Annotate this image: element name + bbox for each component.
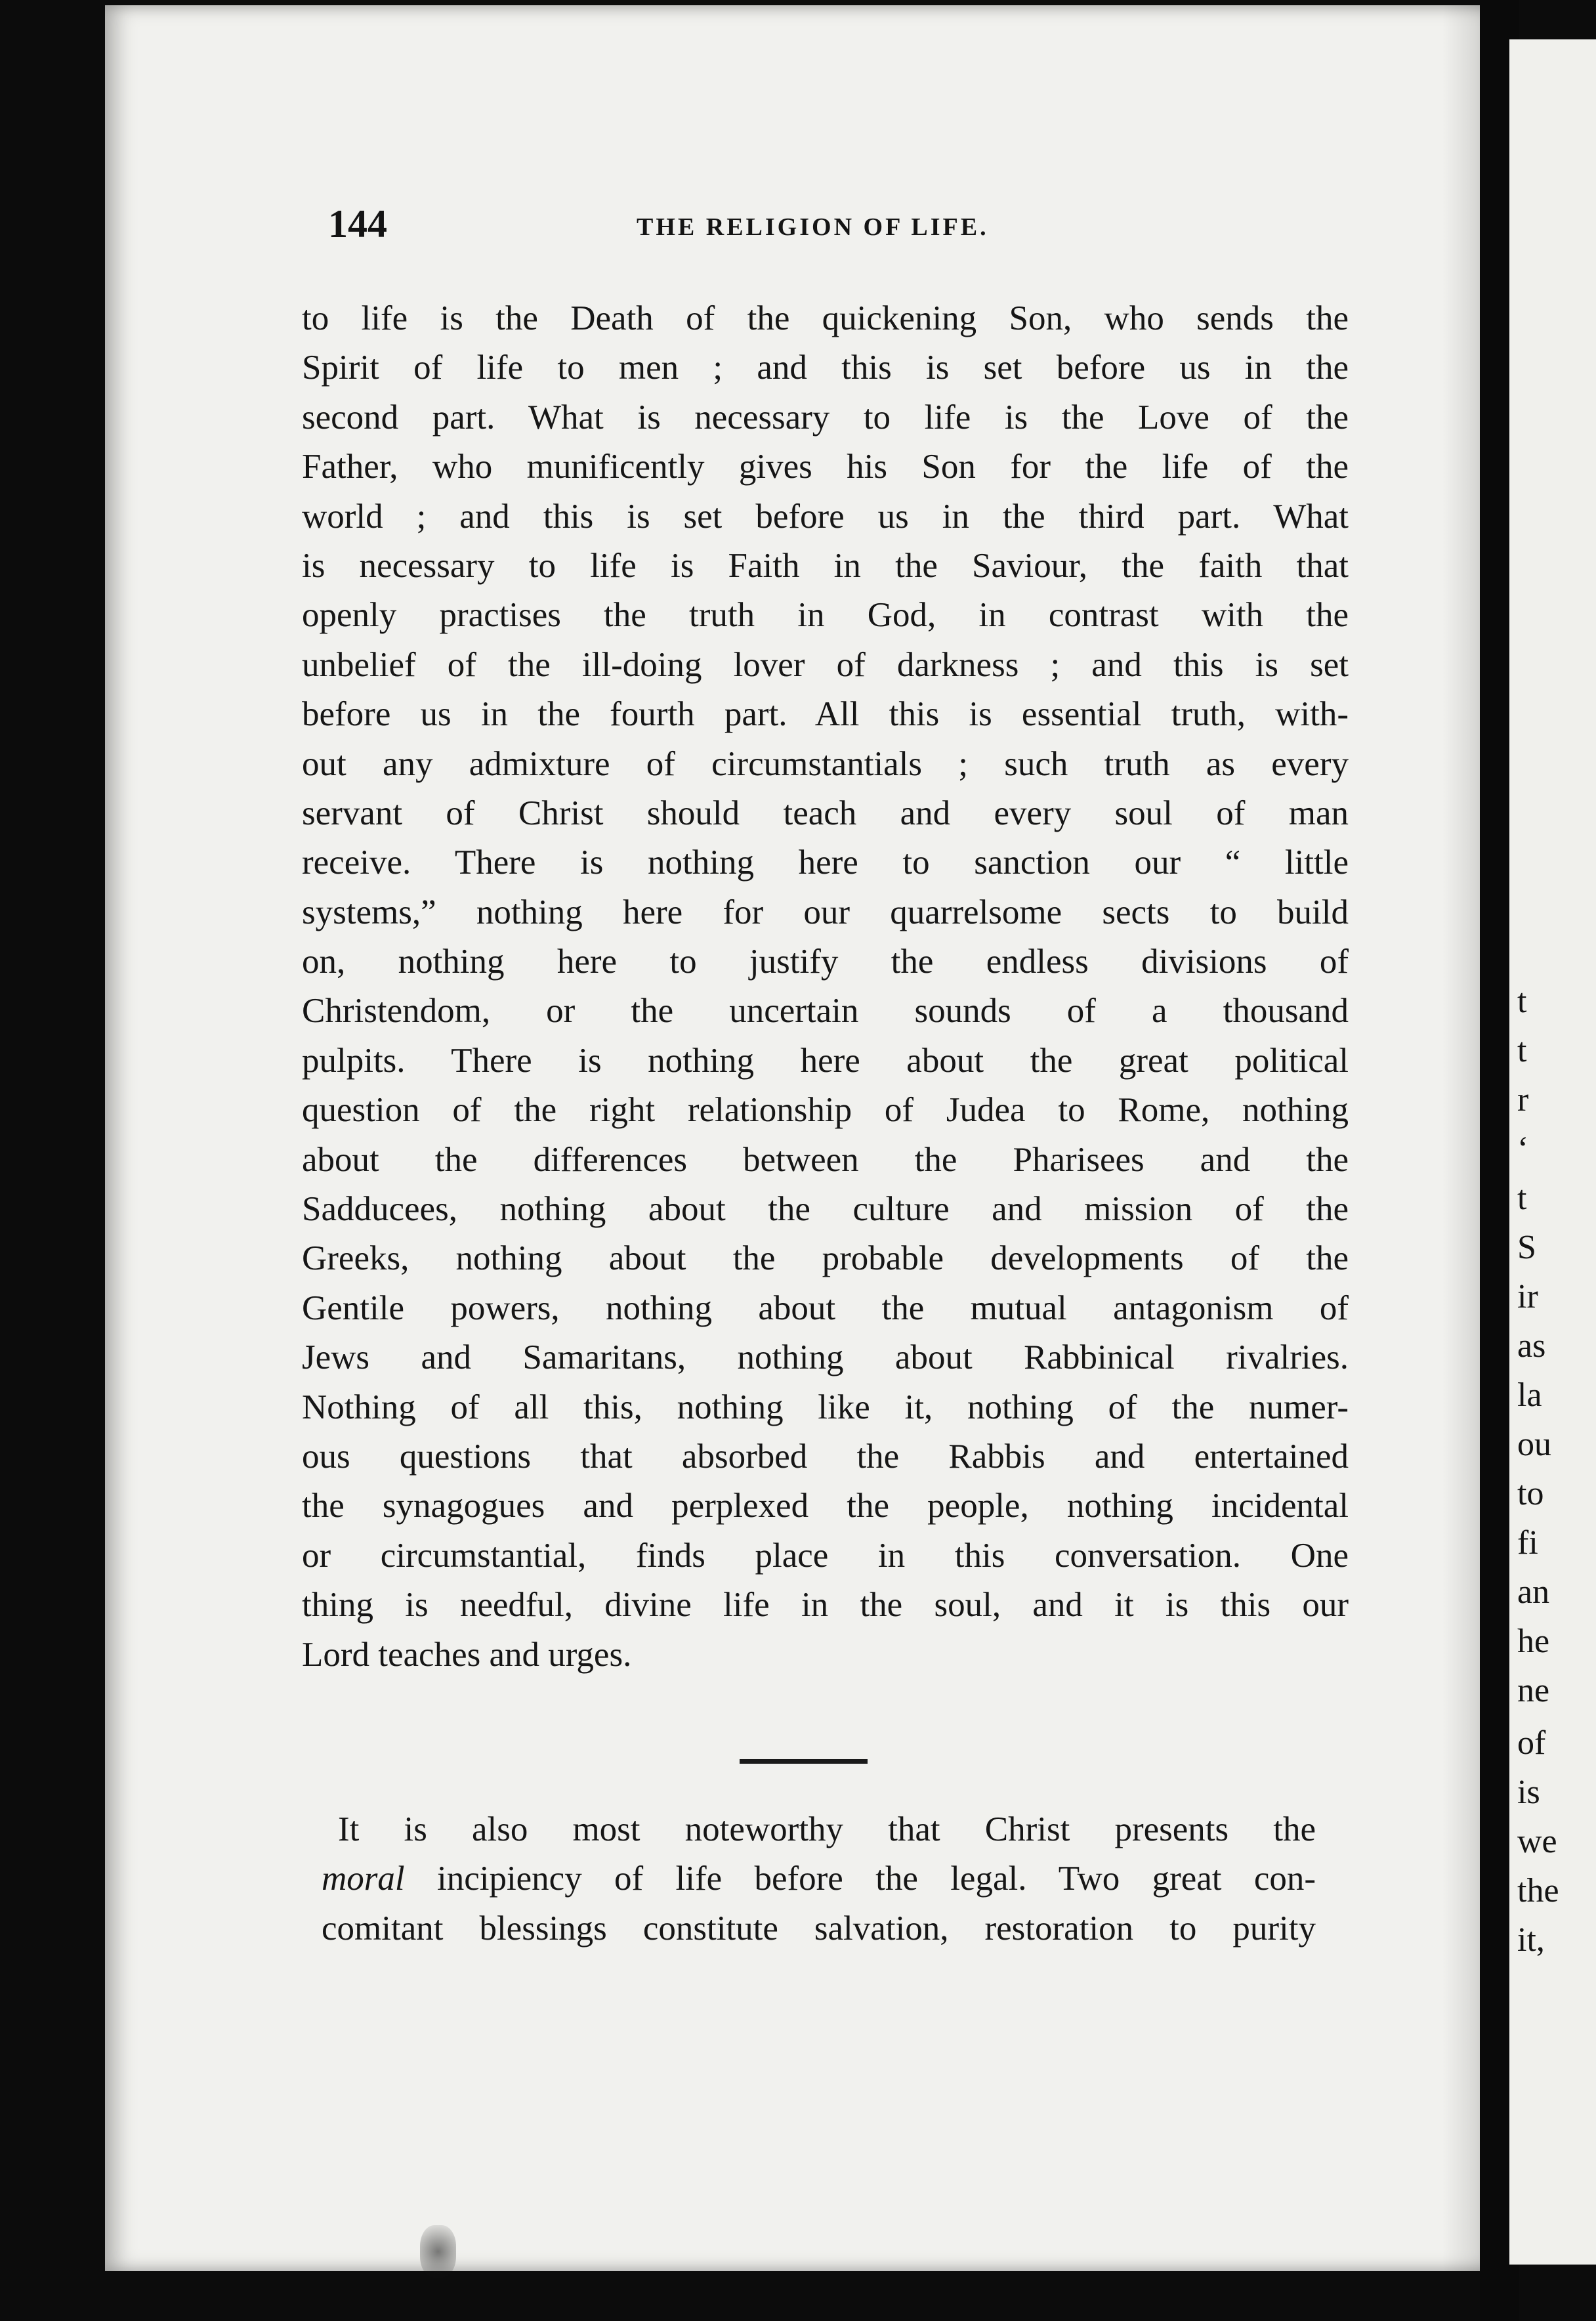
adjacent-fragment: the (1517, 1872, 1559, 1909)
text-line: Christendom, or the uncertain sounds of a thousand (302, 992, 1349, 1031)
adjacent-fragment: S (1517, 1229, 1536, 1266)
text-line: It is also most noteworthy that Christ presents the (338, 1810, 1316, 1848)
text-line: Gentile powers, nothing about the mutual antagonism of (302, 1288, 1349, 1327)
adjacent-fragment: r (1517, 1081, 1529, 1118)
text-line: openly practises the truth in God, in contrast with the (302, 596, 1349, 635)
text-line: Lord teaches and urges. (302, 1635, 632, 1674)
adjacent-fragment: t (1517, 983, 1527, 1020)
text-line: receive. There is nothing here to sanction our “ little (302, 843, 1349, 882)
adjacent-fragment: of (1517, 1724, 1546, 1762)
text-line: to life is the Death of the quickening Son, who sends the (302, 299, 1349, 337)
adjacent-fragment: ou (1517, 1426, 1551, 1463)
text-line: pulpits. There is nothing here about the great political (302, 1041, 1349, 1080)
text-line: Sadducees, nothing about the culture and mission of the (302, 1190, 1349, 1229)
adjacent-fragment: is (1517, 1774, 1540, 1811)
text-line: Father, who munificently gives his Son for the life of the (302, 448, 1349, 486)
text-line: before us in the fourth part. All this is essential truth, with- (302, 695, 1349, 734)
adjacent-fragment: ne (1517, 1672, 1550, 1709)
text-line: Greeks, nothing about the probable developments of the (302, 1239, 1349, 1278)
text-line: question of the right relationship of Judea to Rome, nothing (302, 1091, 1349, 1130)
text-line: on, nothing here to justify the endless divisions of (302, 943, 1349, 981)
text-line: is necessary to life is Faith in the Saviour, the faith that (302, 546, 1349, 585)
adjacent-page (1509, 39, 1596, 2265)
text-line: unbelief of the ill-doing lover of darkness ; and this is set (302, 645, 1349, 684)
text-line: Jews and Samaritans, nothing about Rabbinical rivalries. (302, 1338, 1349, 1377)
ink-smudge (420, 2225, 456, 2278)
adjacent-fragment: t (1517, 1032, 1527, 1069)
text-line: servant of Christ should teach and every soul of man (302, 794, 1349, 832)
running-title: THE RELIGION OF LIFE. (637, 213, 989, 241)
adjacent-fragment: we (1517, 1823, 1557, 1860)
page-number: 144 (328, 202, 387, 245)
adjacent-fragment: an (1517, 1573, 1550, 1611)
adjacent-fragment: ‘ (1517, 1130, 1529, 1168)
section-divider (740, 1759, 868, 1764)
running-head (328, 201, 1404, 253)
text-line: systems,” nothing here for our quarrelsome sects to build (302, 893, 1349, 931)
text-line: second part. What is necessary to life is the Love of the (302, 398, 1349, 437)
text-line: out any admixture of circumstantials ; such truth as every (302, 744, 1349, 783)
text-line: comitant blessings constitute salvation, restoration to purity (322, 1909, 1316, 1948)
adjacent-fragment: it, (1517, 1921, 1545, 1959)
text-line: Spirit of life to men ; and this is set before us in the (302, 349, 1349, 387)
text-line: world ; and this is set before us in the third part. What (302, 497, 1349, 536)
adjacent-fragment: t (1517, 1180, 1527, 1217)
text-line: moral incipiency of life before the legal. Two great con- (322, 1860, 1316, 1898)
adjacent-fragment: as (1517, 1327, 1546, 1365)
text-line: or circumstantial, finds place in this conversation. One (302, 1536, 1349, 1575)
paragraph-2 (322, 1805, 1316, 1953)
adjacent-fragment: la (1517, 1376, 1542, 1414)
adjacent-fragment: fi (1517, 1524, 1538, 1562)
adjacent-fragment: ir (1517, 1278, 1538, 1315)
text-line: thing is needful, divine life in the soul, and it is this our (302, 1586, 1349, 1625)
adjacent-fragment: to (1517, 1475, 1544, 1512)
text-line: ous questions that absorbed the Rabbis and entertained (302, 1437, 1349, 1476)
text-line: about the differences between the Pharisees and the (302, 1140, 1349, 1179)
text-line: Nothing of all this, nothing like it, nothing of the numer- (302, 1388, 1349, 1426)
paragraph-1 (302, 294, 1349, 1680)
text-line: the synagogues and perplexed the people, nothing incidental (302, 1487, 1349, 1525)
adjacent-fragment: he (1517, 1623, 1550, 1660)
